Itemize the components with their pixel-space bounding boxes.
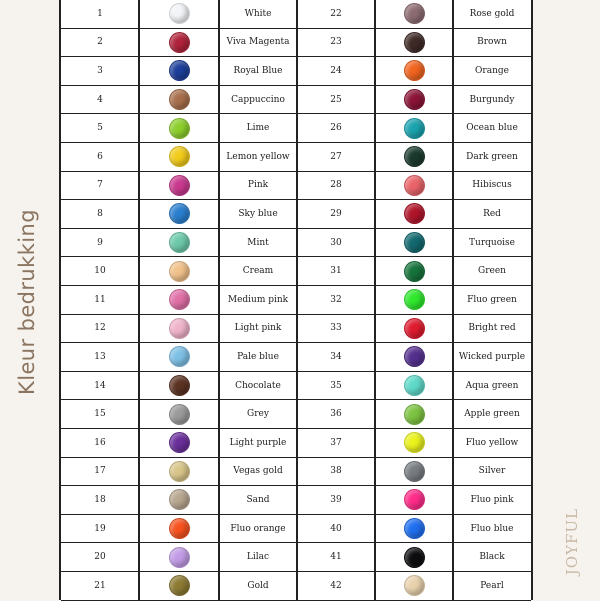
- color-name: Fluo blue: [470, 523, 514, 534]
- color-name: Fluo yellow: [465, 437, 519, 448]
- table-row: [61, 29, 531, 58]
- color-number: 13: [94, 351, 106, 362]
- swatch-cell: [375, 458, 453, 486]
- table-row: [61, 515, 531, 544]
- color-number: 30: [330, 237, 342, 248]
- swatch-cell: [139, 315, 219, 343]
- color-swatch: [169, 547, 190, 568]
- swatch-cell: [375, 172, 453, 200]
- color-swatch: [404, 146, 425, 167]
- color-name: Silver: [478, 466, 506, 477]
- color-swatch: [169, 289, 190, 310]
- color-name: Grey: [247, 409, 269, 420]
- swatch-cell: [375, 57, 453, 85]
- color-name: Pink: [247, 180, 269, 191]
- color-number: 32: [330, 294, 342, 305]
- swatch-cell: [375, 429, 453, 457]
- color-number: 5: [97, 123, 103, 134]
- color-swatch: [169, 318, 190, 339]
- color-swatch: [169, 575, 190, 596]
- table-row: [61, 543, 531, 572]
- swatch-cell: [139, 114, 219, 142]
- swatch-cell: [375, 286, 453, 314]
- color-number: 20: [94, 552, 106, 563]
- color-swatch: [404, 404, 425, 425]
- color-name: Apple green: [464, 409, 520, 420]
- table-row: [61, 57, 531, 86]
- swatch-cell: [375, 543, 453, 571]
- swatch-cell: [375, 315, 453, 343]
- swatch-cell: [375, 515, 453, 543]
- swatch-cell: [139, 543, 219, 571]
- color-name: Lemon yellow: [226, 151, 290, 162]
- color-number: 3: [97, 65, 103, 76]
- table-row: [61, 286, 531, 315]
- color-swatch: [404, 89, 425, 110]
- swatch-cell: [139, 458, 219, 486]
- color-name: Fluo pink: [470, 494, 514, 505]
- swatch-cell: [375, 0, 453, 28]
- color-name: Burgundy: [469, 94, 515, 105]
- color-number: 7: [97, 180, 103, 191]
- table-row: [61, 0, 531, 29]
- color-swatch: [404, 346, 425, 367]
- swatch-cell: [139, 400, 219, 428]
- swatch-cell: [139, 0, 219, 28]
- color-swatch: [169, 375, 190, 396]
- color-name: Green: [478, 266, 506, 277]
- color-number: 17: [94, 466, 106, 477]
- color-swatch: [404, 318, 425, 339]
- color-swatch: [169, 175, 190, 196]
- swatch-cell: [139, 229, 219, 257]
- color-name: Viva Magenta: [226, 37, 290, 48]
- color-name: Mint: [247, 237, 269, 248]
- swatch-cell: [139, 515, 219, 543]
- swatch-cell: [139, 343, 219, 371]
- color-number: 34: [330, 351, 342, 362]
- table-row: [61, 486, 531, 515]
- color-name: Orange: [475, 65, 509, 76]
- table-row: [61, 257, 531, 286]
- swatch-cell: [139, 372, 219, 400]
- color-number: 27: [330, 151, 342, 162]
- color-name: Cappuccino: [231, 94, 285, 105]
- swatch-cell: [375, 572, 453, 600]
- color-swatch: [404, 118, 425, 139]
- color-swatch: [169, 118, 190, 139]
- color-name: Royal Blue: [233, 65, 283, 76]
- color-name: Pale blue: [237, 351, 279, 362]
- color-number: 24: [330, 65, 342, 76]
- color-swatch: [404, 518, 425, 539]
- color-number: 21: [94, 580, 106, 591]
- color-number: 40: [330, 523, 342, 534]
- brand-logo: [550, 508, 594, 592]
- color-name: Dark green: [466, 151, 518, 162]
- color-swatch: [404, 289, 425, 310]
- color-swatch: [404, 489, 425, 510]
- color-swatch: [169, 32, 190, 53]
- color-swatch: [404, 461, 425, 482]
- color-swatch: [169, 60, 190, 81]
- color-swatch: [169, 461, 190, 482]
- color-number: 41: [330, 552, 342, 563]
- color-name: Lilac: [246, 552, 270, 563]
- color-number: 11: [94, 294, 106, 305]
- color-swatch: [404, 375, 425, 396]
- color-name: Sky blue: [238, 208, 278, 219]
- color-number: 12: [94, 323, 106, 334]
- color-name: Fluo green: [467, 294, 517, 305]
- swatch-cell: [139, 29, 219, 57]
- swatch-cell: [139, 257, 219, 285]
- color-name: Brown: [477, 37, 507, 48]
- color-swatch: [404, 3, 425, 24]
- color-swatch: [404, 432, 425, 453]
- color-name: Light pink: [234, 323, 282, 334]
- swatch-cell: [375, 372, 453, 400]
- swatch-cell: [139, 172, 219, 200]
- color-name: Chocolate: [235, 380, 281, 391]
- color-name: Medium pink: [227, 294, 289, 305]
- color-number: 23: [330, 37, 342, 48]
- color-number: 16: [94, 437, 106, 448]
- table-row: [61, 572, 531, 601]
- color-number: 4: [97, 94, 103, 105]
- color-name: White: [244, 8, 272, 19]
- color-number: 25: [330, 94, 342, 105]
- swatch-cell: [139, 429, 219, 457]
- table-row: [61, 372, 531, 401]
- color-number: 8: [97, 208, 103, 219]
- color-number: 10: [94, 266, 106, 277]
- color-swatch: [404, 60, 425, 81]
- side-title: Kleur bedrukking: [15, 209, 39, 395]
- color-name: Fluo orange: [230, 523, 286, 534]
- color-name: Bright red: [468, 323, 516, 334]
- color-name: Light purple: [229, 437, 287, 448]
- color-swatch: [404, 232, 425, 253]
- color-number: 18: [94, 494, 106, 505]
- color-swatch: [169, 3, 190, 24]
- color-name: Turquoise: [469, 237, 515, 248]
- color-name: Cream: [242, 266, 274, 277]
- table-row: [61, 343, 531, 372]
- table-row: [61, 200, 531, 229]
- color-name: Rose gold: [469, 8, 515, 19]
- color-name: Lime: [246, 123, 270, 134]
- color-swatch: [169, 203, 190, 224]
- color-name: Wicked purple: [458, 351, 526, 362]
- swatch-cell: [375, 86, 453, 114]
- color-swatch: [404, 261, 425, 282]
- swatch-cell: [139, 143, 219, 171]
- table-row: [61, 229, 531, 258]
- color-number: 37: [330, 437, 342, 448]
- color-swatch: [404, 203, 425, 224]
- swatch-cell: [375, 114, 453, 142]
- color-number: 33: [330, 323, 342, 334]
- swatch-cell: [375, 200, 453, 228]
- color-number: 1: [97, 8, 103, 19]
- color-swatch: [169, 518, 190, 539]
- color-number: 39: [330, 494, 342, 505]
- color-name: Red: [483, 208, 501, 219]
- color-name: Pearl: [480, 580, 504, 591]
- table-row: [61, 86, 531, 115]
- swatch-cell: [375, 257, 453, 285]
- color-swatch: [169, 89, 190, 110]
- color-number: 35: [330, 380, 342, 391]
- color-name: Vegas gold: [233, 466, 283, 477]
- color-number: 26: [330, 123, 342, 134]
- swatch-cell: [139, 486, 219, 514]
- color-number: 6: [97, 151, 103, 162]
- swatch-cell: [375, 29, 453, 57]
- swatch-cell: [375, 400, 453, 428]
- color-number: 19: [94, 523, 106, 534]
- color-swatch: [169, 146, 190, 167]
- table-row: [61, 143, 531, 172]
- color-name: Sand: [246, 494, 270, 505]
- color-swatch: [169, 489, 190, 510]
- color-swatch: [404, 32, 425, 53]
- color-name: Hibiscus: [472, 180, 512, 191]
- color-number: 28: [330, 180, 342, 191]
- swatch-cell: [139, 286, 219, 314]
- table-row: [61, 400, 531, 429]
- color-number: 2: [97, 37, 103, 48]
- swatch-cell: [375, 143, 453, 171]
- color-number: 36: [330, 409, 342, 420]
- table-row: [61, 315, 531, 344]
- color-swatch: [169, 432, 190, 453]
- color-number: 42: [330, 580, 342, 591]
- table-row: [61, 458, 531, 487]
- color-swatch: [169, 404, 190, 425]
- color-number: 9: [97, 237, 103, 248]
- swatch-cell: [139, 200, 219, 228]
- color-swatch: [404, 575, 425, 596]
- color-swatch: [169, 232, 190, 253]
- logo-text: JOYFUL: [563, 508, 581, 576]
- color-table: [59, 0, 533, 600]
- color-swatch: [404, 547, 425, 568]
- color-number: 22: [330, 8, 342, 19]
- swatch-cell: [139, 572, 219, 600]
- color-name: Black: [479, 552, 505, 563]
- color-swatch: [404, 175, 425, 196]
- color-swatch: [169, 346, 190, 367]
- swatch-cell: [139, 57, 219, 85]
- color-number: 31: [330, 266, 342, 277]
- swatch-cell: [375, 486, 453, 514]
- swatch-cell: [375, 229, 453, 257]
- color-name: Ocean blue: [466, 123, 518, 134]
- table-row: [61, 172, 531, 201]
- color-name: Gold: [247, 580, 269, 591]
- swatch-cell: [375, 343, 453, 371]
- color-swatch: [169, 261, 190, 282]
- swatch-cell: [139, 86, 219, 114]
- color-number: 15: [94, 409, 106, 420]
- color-number: 29: [330, 208, 342, 219]
- table-row: [61, 429, 531, 458]
- table-row: [61, 114, 531, 143]
- color-name: Aqua green: [465, 380, 519, 391]
- color-number: 14: [94, 380, 106, 391]
- color-number: 38: [330, 466, 342, 477]
